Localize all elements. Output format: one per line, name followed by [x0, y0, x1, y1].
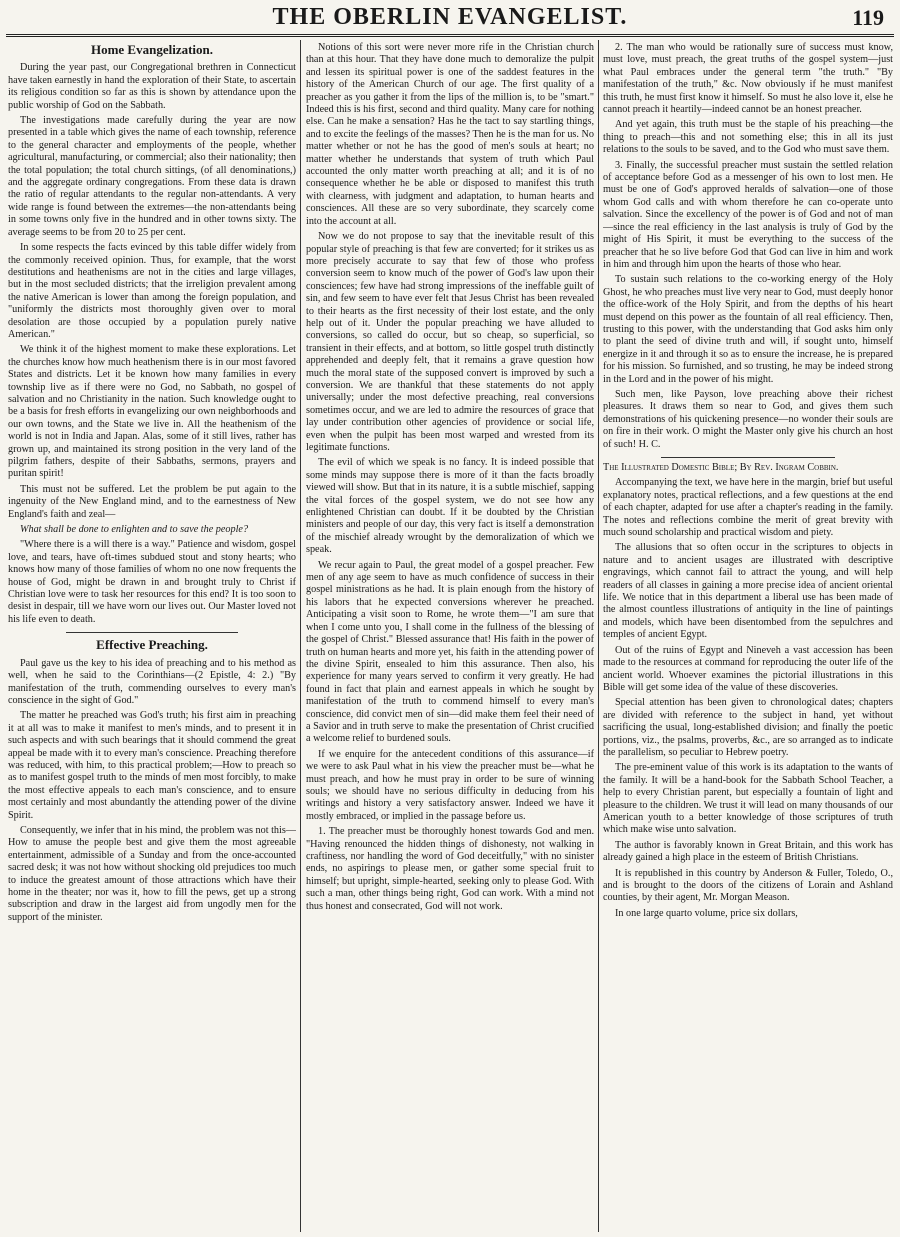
- paragraph: Notions of this sort were never more rife in the Christian church than at this hour. That they have done much to demoralize the pulpit and lessen its spiritual power is one of the saddest features in the history of the American Church of our age. The first quality of a preacher as you gather it from the lips of the million is, to be "smart." Indeed this is his first, second and third quality. Many care for nothing else. Can he make a sensation? Has he the tact to say startling things, and to excite the feelings of the masses? Then he is the man for us. No matter whether or not he has the good of men's souls at heart; no matter whether he understands that system of truth which Paul accounted the only matter worth preaching at all; and it is of no consequence whether he be able or disposed to manifest this truth with clearness, with judgment and adaptation, to human hearts and consciences. All these are so very subordinate, they scarcely come into the account at all.: [306, 42, 594, 227]
- article-separator: [66, 632, 239, 633]
- column-3: [603, 42, 893, 1230]
- paragraph: The pre-eminent value of this work is its adaptation to the wants of the family. It will be a hand-book for the Sabbath School Teacher, a help to every Christian parent, but especially a fountain of light and pleasure to the children. We trust it will lead on many thousands of our American youth to a better knowledge of those scriptures of truth which make wise unto salvation.: [603, 762, 893, 836]
- paragraph: Out of the ruins of Egypt and Nineveh a vast accession has been made to the resources at command for reproducing the outer life of the ancient world. Whoever examines the pictorial illustrations in this Bible will get some idea of the value of these discoveries.: [603, 644, 893, 693]
- paragraph: In one large quarto volume, price six dollars,: [615, 907, 798, 919]
- article-heading: Home Evangelization.: [90, 42, 214, 57]
- column-rule: [598, 40, 599, 1232]
- paragraph: Now we do not propose to say that the inevitable result of this popular style of preaching is that few are converted; for it strikes us as more precisely accurate to say that few of those who profess conversion seem to know much of the power of God's law upon their consciences; few have had strong impressions of the ineffable guilt of sin, and few seem to have ever felt that Jesus Christ has been revealed to their hearts as the first necessity of their lost estate, and the only help out of it. Under the popular preaching we have alluded to conversions, so called do occur, but so cheap, so superficial, so transient in their effects, and at bottom, so little gospel truth distinctly apprehended and deeply felt, that it remains a grave question how much the moral state of the supposed convert is improved by such a conversion. We are thankful that these statements do not apply universally; under the most defective preaching, real conversions sometimes occur, and we are led to admire the resources of grace that lay under contribution other agencies of providence or social life, even when the pulpit has been most warped and wrested from its legitimate functions.: [306, 231, 594, 453]
- column-1: [8, 42, 296, 1230]
- article-heading: Effective Preaching.: [96, 637, 208, 653]
- article-heading: The Illustrated Domestic Bible; By Rev. Ingram Cobbin.: [603, 462, 839, 473]
- paragraph: The author is favorably known in Great Britain, and this work has already gained a high place in the esteem of British Christians.: [603, 839, 893, 864]
- article-separator: [661, 457, 835, 458]
- paragraph: 1. The preacher must be thoroughly honest towards God and men. "Having renounced the hidden things of dishonesty, not walking in craftiness, nor handling the word of God deceitfully," with no sinister ends, no aspirings to please men, or gather some special fruit to himself; but upright, simple-hearted, seeking only to please God. With such a man, other things being right, God can work. With a mind not thus honest and consecrated, God will not work.: [306, 826, 594, 912]
- paragraph: "Where there is a will there is a way." Patience and wisdom, gospel love, and tears, have oft-times subdued stout and stony hearts; who knows how many of those families of whom no one now frequents the house of God, might be drawn in and brought truly to Christ if Christian love were to task her resources for this end? It is too soon to desist in despair, till we have worn our lives out. Our Master loved not his life even to death.: [8, 539, 296, 625]
- paragraph: Accompanying the text, we have here in the margin, brief but useful explanatory notes, practical reflections, and a few questions at the end of each chapter, adapted for use after a chapter's reading in the family. The notes and reflections combine the merit of great brevity with much sound scholarship and practical wisdom and piety.: [603, 477, 893, 539]
- paragraph: 3. Finally, the successful preacher must sustain the settled relation of acceptance before God as a messenger of his own to lost men. He must be one of God's approved heralds of salvation—one of those whom God calls and with whom therefore he can co-operate unto salvation. Since the excellency of the power is of God and not of man—since the real efficiency in the last analysis is truly of God by the might of His Spirit, it must be everything to the success of the preacher that he so live before God that God can live in him and work in him and through him upon the hearts of those who hear.: [603, 159, 893, 270]
- paragraph: The evil of which we speak is no fancy. It is indeed possible that some minds may suppose there is more of it than the facts broadly viewed will show. But that in its nature, it is a subtle mischief, sapping the vital forces of the gospel system, we do not see how any enlightened Christian can doubt. If it be doubted by the Christian ministers and people of our day, this very fact is itself a demonstration of the mischief already wrought by the demoralization of which we speak.: [306, 457, 594, 556]
- paragraph: To sustain such relations to the co-working energy of the Holy Ghost, he who preaches must live very near to God, must deeply honor the office-work of the Holy Spirit, and from the depths of his heart must depend on this power as the fountain of all real efficiency. Then, trusting to this power, with the understanding that God asks him only to plant the seed of divine truth and will, if sought unto, himself energize in it and through it so as to ensure the increase, he is prepared for his mission. So furnished, and so trusting, he may be indeed strong in the Lord and in the power of his might.: [603, 274, 893, 385]
- paragraph: Consequently, we infer that in his mind, the problem was not this—How to amuse the people best and give them the most agreeable entertainment, admissible of a Sunday and from the once-accounted sacred desk; it was not how without shocking old prejudices too much to induce the greatest amount of those attractions which have their home in the theater; nor was it, how to fill the pews, get up a strong subscription and draw in the largest aid from ungodly men for the support of the minister.: [8, 824, 296, 923]
- paragraph: If we enquire for the antecedent conditions of this assurance—if we were to ask Paul what in his view the preacher must be—what he must preach, and how he must pray in order to be sure of winning souls; we should have no serious difficulty in deducing from his writings and history a very satisfactory answer. Indeed we have it mostly embraced, or implied in the passage before us.: [306, 748, 594, 822]
- masthead: [0, 0, 900, 34]
- paragraph: During the year past, our Congregational brethren in Connecticut have taken earnestly in hand the exploration of their State, to ascertain its religious condition so far as this is shown by attendance upon the public worship of God on the Sabbath.: [8, 62, 296, 111]
- paragraph: This must not be suffered. Let the problem be put again to the ingenuity of the New England mind, and to the earnestness of New England's faith and zeal—: [8, 483, 296, 520]
- column-2: [306, 42, 594, 1230]
- paragraph: It is republished in this country by Anderson & Fuller, Toledo, O., and is brought to the doors of the citizens of Lorain and Ashland counties, by their agent, Mr. Morgan Meason.: [603, 867, 893, 904]
- paragraph: And yet again, this truth must be the staple of his preaching—the thing to preach—this and not something else; this in all its just relations to the souls to be saved, and to the God who must save them.: [603, 119, 893, 156]
- paragraph: We think it of the highest moment to make these explorations. Let the churches know how much heathenism there is in our most favored States and districts. Let it be known how many families in every township live as if there were no God, no Sabbath, no gospel of salvation and no Christianity in the nation. Such knowledge ought to be a basis for fresh efforts in evangelizing our own neighborhoods and our own towns, and the State we live in. All the heathenism of the world is not in India and Japan. Alas, some of it still lives, rather has grown up, and maintained its strong position in the very land of the pilgrim fathers, despite of their Sabbaths, sermons, prayers and puritan spirit!: [8, 344, 296, 480]
- newspaper-title: THE OBERLIN EVANGELIST.: [272, 4, 628, 30]
- paragraph: Paul gave us the key to his idea of preaching and to his method as well, when he said to the Corinthians—(2 Epistle, 4: 2.) "By manifestation of the truth, commending ourselves to every man's conscience in the sight of God.": [8, 657, 296, 706]
- paragraph: What shall be done to enlighten and to save the people?: [20, 524, 249, 536]
- paragraph: 2. The man who would be rationally sure of success must know, must love, must preach, the great truths of the gospel system—just what Paul embraces under the general term "the truth." "By manifestation of the truth," &c. Now obviously if he must manifest this truth, he must first know it himself. So must he also love it, else he cannot preach it heartily—indeed cannot be an honest preacher.: [603, 42, 893, 116]
- paragraph: Special attention has been given to chronological dates; chapters are divided with reference to the subject in hand, yet without sacrificing the usual, long-established division; and finally the poetic portions, viz., the psalms, proverbs, &c., are so arranged as to indicate the parallelism, so peculiar to Hebrew poetry.: [603, 697, 893, 758]
- column-rule: [300, 40, 301, 1232]
- paragraph: The allusions that so often occur in the scriptures to objects in nature and to ancient usages are illustrated with descriptive engravings, which cannot fail to attract the young, and will help readers of all classes in gaining a more precise idea of ancient oriental life. We notice that in this department a liberal use has been made of the almost countless illustrations of antiquity in the line of paintings and models, which have been disentombed from the sepulchres and temples of ancient Egypt.: [603, 542, 893, 641]
- page-number: 119: [852, 5, 884, 30]
- paragraph: Such men, like Payson, love preaching above their richest pleasures. It draws them so near to God, and gives them such demonstrations of his quickening presence—no wonder their souls are on fire in their work. O might the Master only give his church an host of such! H. C.: [603, 388, 893, 450]
- paragraph: The matter he preached was God's truth; his first aim in preaching it at all was to make it manifest to men's minds, and to present it in such aspects and with such bearings that it should commend the great appeal be made with it to every man's conscience. Preaching therefore was reduced, with him, to this practical problem;—How to preach so as to manifest gospel truth to the minds of men most forcibly, to make the most effective appeals to each man's conscience, and to ensure most certainly and most abundantly the attending power of the divine Spirit.: [8, 710, 296, 821]
- paragraph: The investigations made carefully during the year are now presented in a table which gives the name of each township, reference to the general character and employments of the people, whether agricultural, manufacturing, or commercial; also their nationality; then the total population; the total church sittings, (of all denominations,) and the aggregate ordinary congregations. From these data is drawn the ratio of regular attendants to the regular non-attendants. A very wide range is found between the extremes—the non-attendants being in some towns only five in the hundred and in other towns sixty. The average seems to be from 20 to 25 per cent.: [8, 115, 296, 238]
- paragraph: In some respects the facts evinced by this table differ widely from the commonly received opinion. Thus, for example, that the worst destitutions and heathenisms are not in the cities and large villages, but in the most secluded districts; that the irreligion prevalent among the native American is lower than among the foreign population, and "uniformly the districts most thoroughly given over to moral desolation are those occupied by a population purely native American.": [8, 242, 296, 340]
- header-rule: [6, 34, 894, 37]
- paragraph: We recur again to Paul, the great model of a gospel preacher. Few men of any age seem to have as much confidence of success in their gospel ministrations as he had. It is plain enough from the history of his labors that he expected conversions wherever he preached. Anticipating a visit soon to Rome, he wrote them—"I am sure that when I come unto you, I shall come in the fullness of the blessing of the gospel of Christ." Blessed assurance that! His faith in the power of truth on human hearts and more yet, his faith in the attending power of the divine Spirit, ensealed to him this assurance. Then also, his experience for many years served to confirm it very greatly. He had found in fact that plain and earnest appeals in which he sought by manifestation of the truth to commend himself to every man's conscience, did convict men of sin—did make them feel their need of a Savior and in truth serve to make the presentation of Christ crucified a welcome relief to burdened souls.: [306, 559, 594, 745]
